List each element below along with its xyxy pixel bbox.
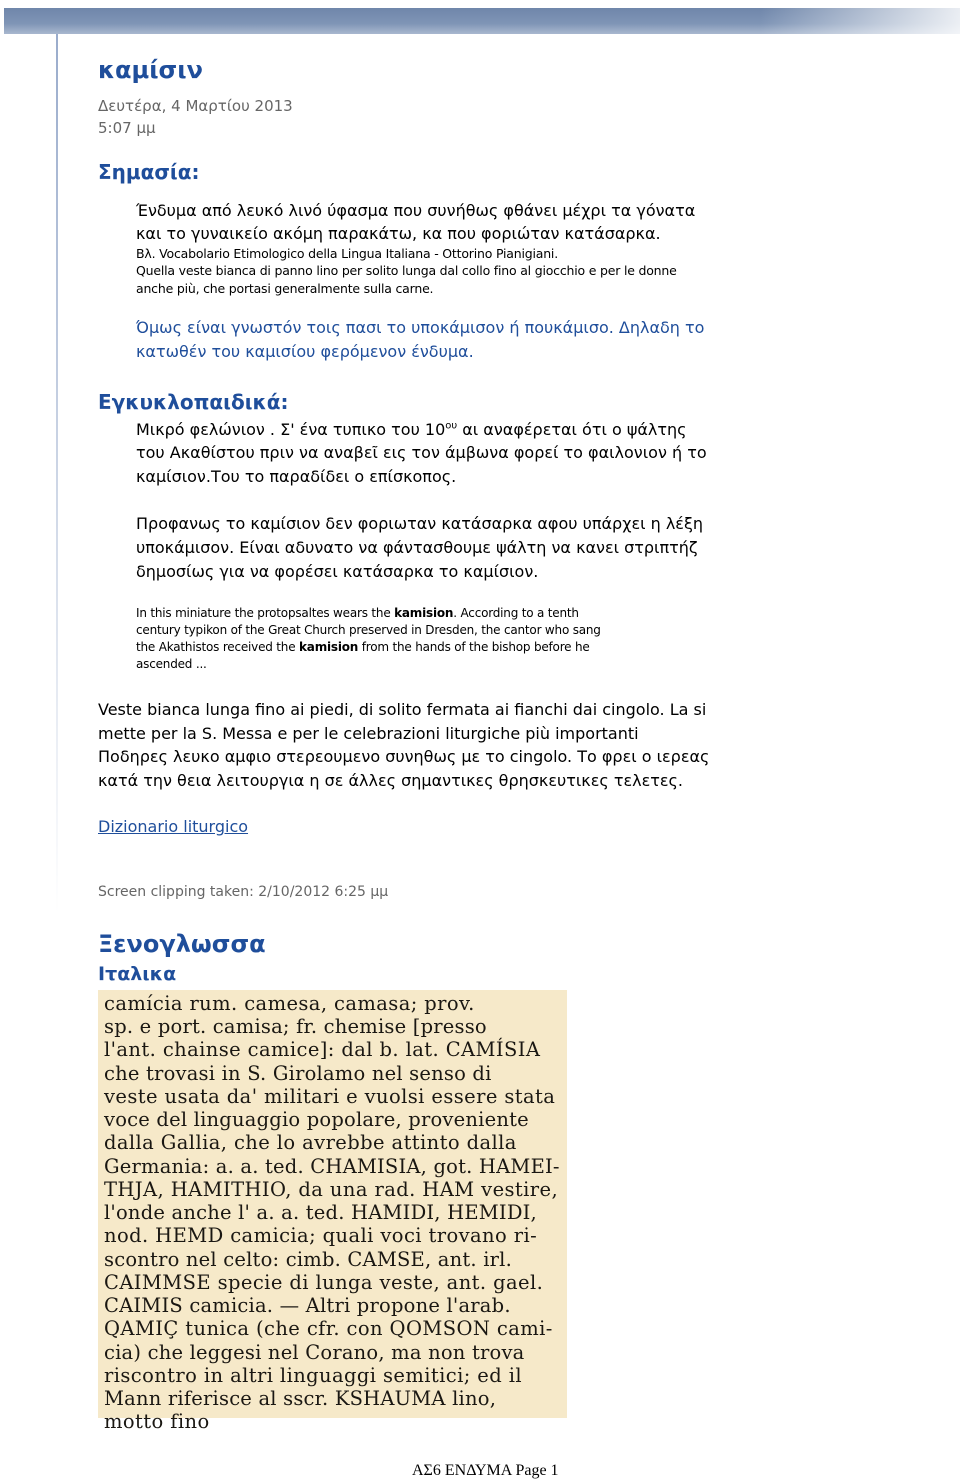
- english-text: the Akathistos received the: [136, 640, 300, 654]
- english-kamision-bold: kamision: [394, 606, 454, 620]
- scan-line: THJA, HAMITHIO, da una rad. HAM vestire,: [104, 1178, 559, 1201]
- meaning-quote-line-2: anche più, che portasi generalmente sulla carne.: [136, 281, 434, 296]
- margin-rule: [56, 34, 58, 914]
- encyclopedia-p1-text-b: αι αναφέρεται ότι ο ψάλτης: [457, 420, 687, 439]
- scan-line: riscontro in altri linguaggi semitici; ed il: [104, 1364, 522, 1387]
- encyclopedia-p2-line-1: Προφανως το καμίσιον δεν φοριωταν κατάσαρκα αφου υπάρχει η λέξη: [136, 514, 703, 533]
- dizionario-liturgico-link[interactable]: Dizionario liturgico: [98, 817, 249, 836]
- scan-line: QAMIÇ tunica (che cfr. con QOMSON cami-: [104, 1317, 553, 1340]
- encyclopedia-p1-line-1: [136, 418, 687, 442]
- encyclopedia-p1-line-3: καμίσιον.Του το παραδίδει ο επίσκοπος.: [136, 467, 457, 486]
- header-bar: [4, 8, 960, 34]
- meaning-note-line-2: κατωθέν του καμισίου φερόμενον ένδυμα.: [136, 342, 474, 361]
- scan-line: sp. e port. camisa; fr. chemise [presso: [104, 1015, 487, 1038]
- scan-line: veste usata da' militari e vuolsi essere stata: [104, 1085, 556, 1108]
- foreign-heading: Ξενογλωσσα: [98, 930, 266, 958]
- encyclopedia-p1-text-a: Μικρό φελώνιον . Σ' ένα τυπικο του 10: [136, 420, 446, 439]
- english-line-2: century typikon of the Great Church preserved in Dresden, the cantor who sang: [136, 623, 601, 637]
- page-time: 5:07 μμ: [98, 119, 156, 137]
- page-footer: ΑΣ6 ΕΝΔΥΜΑ Page 1: [412, 1462, 559, 1479]
- scan-line: CAIMMSE specie di lunga veste, ant. gael.: [104, 1271, 544, 1294]
- english-line-4: ascended ...: [136, 657, 207, 671]
- dictionary-scan-image: [98, 990, 567, 1433]
- encyclopedia-p2-line-3: δημοσίως για να φορέσει κατάσαρκα το καμίσιον.: [136, 562, 539, 581]
- meaning-note-line-1: Όμως είναι γνωστόν τοις πασι το υποκάμισον ή πουκάμισο. Δηλαδη το: [136, 318, 705, 337]
- meaning-line-1: Ένδυμα από λευκό λινό ύφασμα που συνήθως φθάνει μέχρι τα γόνατα: [136, 201, 696, 220]
- meaning-reference: Βλ. Vocabolario Etimologico della Lingua Italiana - Ottorino Pianigiani.: [136, 246, 558, 261]
- italian-line-1: Veste bianca lunga fino ai piedi, di solito fermata ai fianchi dai cingolo. La si: [98, 700, 707, 719]
- italian-line-3: Ποδηρες λευκο αμφιο στερεουμενο συνηθως με το cingolo. Το φρει ο ιερεας: [98, 747, 710, 766]
- english-line-3: [136, 639, 590, 656]
- header-bar-fade: [760, 8, 960, 34]
- meaning-quote-line-1: Quella veste bianca di panno lino per solito lunga dal collo fino al giocchio e per le donne: [136, 263, 677, 278]
- english-text: . According to a tenth: [453, 606, 579, 620]
- page-date: Δευτέρα, 4 Μαρτίου 2013: [98, 97, 293, 115]
- scan-line: scontro nel celto: cimb. CAMSE, ant. irl.: [104, 1248, 512, 1271]
- scan-line: l'onde anche l' a. a. ted. HAMIDI, HEMIDI,: [104, 1201, 537, 1224]
- screen-clipping-note: Screen clipping taken: 2/10/2012 6:25 μμ: [98, 884, 389, 900]
- italian-line-4: κατά την θεια λειτουργια η σε άλλες σημαντικες θρησκευτικες τελετες.: [98, 771, 683, 790]
- english-text: In this miniature the protopsaltes wears the: [136, 606, 395, 620]
- english-line-1: [136, 605, 579, 622]
- english-kamision-bold: kamision: [299, 640, 359, 654]
- scan-line: dalla Gallia, che lo avrebbe attinto dalla: [104, 1131, 517, 1154]
- scan-line: Mann riferisce al sscr. KSHAUMA lino,: [104, 1387, 497, 1410]
- encyclopedia-p1-line-2: του Ακαθίστου πριν να αναβεῖ εις τον άμβωνα φορεί το φαιλονιον ή το: [136, 443, 707, 462]
- scan-line: che trovasi in S. Girolamo nel senso di: [104, 1062, 492, 1085]
- page-title: καμίσιν: [98, 56, 203, 84]
- scan-line: voce del linguaggio popolare, proveniente: [104, 1108, 529, 1131]
- scan-line: l'ant. chainse camice]: dal b. lat. CAMÍSIA: [104, 1038, 541, 1061]
- scan-line: CAIMIS camicia. — Altri propone l'arab.: [104, 1294, 511, 1317]
- scan-line: cia) che leggesi nel Corano, ma non trova: [104, 1341, 525, 1364]
- scan-line: nod. HEMD camicia; quali voci trovano ri-: [104, 1224, 538, 1247]
- scan-line: camícia rum. camesa, camasa; prov.: [104, 992, 475, 1015]
- meaning-line-2: και το γυναικείο ακόμη παρακάτω, κα που φοριώταν κατάσαρκα.: [136, 224, 661, 243]
- scan-line: Germania: a. a. ted. CHAMISIA, got. HAMEI-: [104, 1155, 560, 1178]
- encyclopedia-p2-line-2: υποκάμισον. Είναι αδυνατο να φάντασθουμε ψάλτη να κανει στριπτήζ: [136, 538, 698, 557]
- meaning-heading: Σημασία:: [98, 160, 200, 184]
- italian-subheading: Ιταλικα: [98, 963, 177, 985]
- encyclopedia-heading: Εγκυκλοπαιδικά:: [98, 390, 289, 414]
- italian-line-2: mette per la S. Messa e per le celebrazioni liturgiche più importanti: [98, 724, 639, 743]
- scan-line: motto fino: [104, 1410, 210, 1433]
- english-text: from the hands of the bishop before he: [358, 640, 590, 654]
- encyclopedia-p1-superscript: ου: [445, 420, 458, 432]
